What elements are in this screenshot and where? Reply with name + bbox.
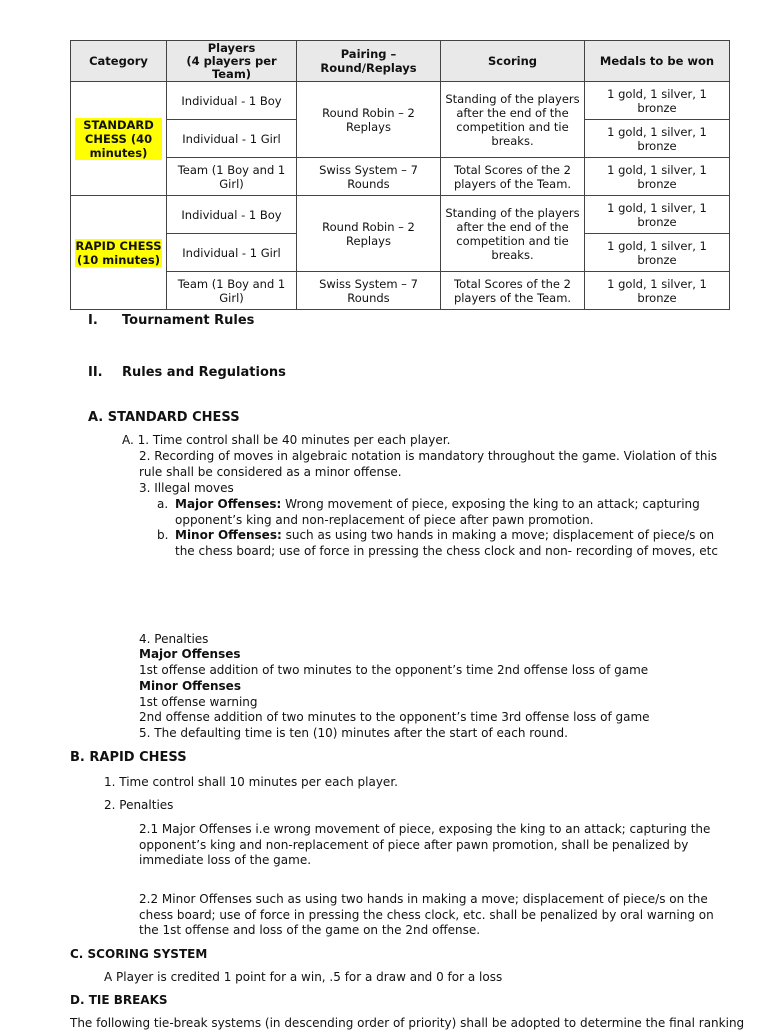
medals-table — [70, 40, 730, 310]
heading-tournament-rules: Tournament Rules — [122, 313, 255, 328]
scoring-cell: Total Scores of the 2 players of the Team. — [441, 158, 585, 196]
players-cell: Individual - 1 Girl — [167, 234, 297, 272]
table-row — [71, 196, 730, 234]
heading-scoring-system: C. SCORING SYSTEM — [70, 947, 208, 961]
category-rapid-label: RAPID CHESS (10 minutes) — [75, 238, 162, 267]
rapid-item-2: 2. Penalties — [104, 798, 174, 812]
heading-standard-chess: A. STANDARD CHESS — [88, 410, 240, 425]
standard-item-5: 5. The defaulting time is ten (10) minutes after the start of each round. — [139, 726, 568, 740]
minor-offenses-penalty-1: 1st offense warning — [139, 695, 258, 709]
table-row — [71, 158, 730, 196]
scoring-cell: Standing of the players after the end of the competition and tie breaks. — [441, 196, 585, 272]
table-header-row — [71, 41, 730, 82]
category-standard — [71, 82, 167, 196]
header-category: Category — [71, 41, 167, 82]
heading-tournament-rules-number: I. — [88, 313, 98, 328]
category-rapid — [71, 196, 167, 310]
scoring-system-text: A Player is credited 1 point for a win, .5 for a draw and 0 for a loss — [104, 970, 503, 984]
medals-cell: 1 gold, 1 silver, 1 bronze — [585, 272, 730, 310]
sub-item-a-marker: a. — [157, 497, 169, 511]
minor-offenses-label: Minor Offenses: — [175, 528, 282, 542]
players-cell: Team (1 Boy and 1 Girl) — [167, 158, 297, 196]
medals-cell: 1 gold, 1 silver, 1 bronze — [585, 234, 730, 272]
rapid-item-1: 1. Time control shall 10 minutes per each player. — [104, 775, 398, 789]
minor-offenses-penalty-2: 2nd offense addition of two minutes to the opponent’s time 3rd offense loss of game — [139, 710, 650, 724]
players-cell: Individual - 1 Boy — [167, 196, 297, 234]
players-cell: Individual - 1 Girl — [167, 120, 297, 158]
minor-offenses-text: such as using two hands in making a move; displacement of piece/s on the chess board; use of force in pressing the chess clock and non- recording of moves, etc — [175, 528, 718, 558]
major-offenses-heading: Major Offenses — [139, 647, 241, 661]
sub-item-b — [175, 528, 731, 559]
table-row — [71, 82, 730, 120]
header-medals: Medals to be won — [585, 41, 730, 82]
tie-breaks-text: The following tie-break systems (in descending order of priority) shall be adopted to determine the final ranking — [70, 1016, 745, 1030]
players-cell: Team (1 Boy and 1 Girl) — [167, 272, 297, 310]
medals-cell: 1 gold, 1 silver, 1 bronze — [585, 120, 730, 158]
rapid-item-2-2: 2.2 Minor Offenses such as using two hands in making a move; displacement of piece/s on the chess board; use of force in pressing the chess clock, etc. shall be penalized by oral warning on the 1st offense and loss of the game on the 2nd offense. — [139, 892, 714, 937]
header-scoring: Scoring — [441, 41, 585, 82]
major-offenses-penalty: 1st offense addition of two minutes to the opponent’s time 2nd offense loss of game — [139, 663, 649, 677]
heading-tie-breaks: D. TIE BREAKS — [70, 993, 168, 1007]
header-pairing: Pairing – Round/Replays — [297, 41, 441, 82]
scoring-cell: Total Scores of the 2 players of the Team. — [441, 272, 585, 310]
medals-cell: 1 gold, 1 silver, 1 bronze — [585, 158, 730, 196]
players-cell: Individual - 1 Boy — [167, 82, 297, 120]
standard-item-3: 3. Illegal moves — [139, 481, 234, 495]
standard-item-4: 4. Penalties — [139, 632, 209, 646]
pairing-cell: Swiss System – 7 Rounds — [297, 158, 441, 196]
scoring-cell: Standing of the players after the end of the competition and tie breaks. — [441, 82, 585, 158]
heading-rules-regulations-number: II. — [88, 365, 103, 380]
table-row — [71, 272, 730, 310]
sub-item-a — [175, 497, 731, 528]
major-offenses-text: Wrong movement of piece, exposing the king to an attack; capturing opponent’s king and non-replacement of piece after pawn promotion. — [175, 497, 700, 527]
standard-item-2: 2. Recording of moves in algebraic notation is mandatory throughout the game. Violation of this rule shall be considered as a minor offense. — [139, 449, 718, 479]
category-standard-label: STANDARD CHESS (40 minutes) — [75, 118, 162, 160]
major-offenses-label: Major Offenses: — [175, 497, 282, 511]
medals-cell: 1 gold, 1 silver, 1 bronze — [585, 82, 730, 120]
pairing-cell: Round Robin – 2 Replays — [297, 82, 441, 158]
sub-item-b-marker: b. — [157, 528, 169, 542]
rapid-item-2-1: 2.1 Major Offenses i.e wrong movement of piece, exposing the king to an attack; capturing the opponent’s king and non-replacement of piece after pawn promotion, shall be penalized by immediate loss of the game. — [139, 822, 711, 867]
pairing-cell: Swiss System – 7 Rounds — [297, 272, 441, 310]
minor-offenses-heading: Minor Offenses — [139, 679, 241, 693]
pairing-cell: Round Robin – 2 Replays — [297, 196, 441, 272]
heading-rules-regulations: Rules and Regulations — [122, 365, 286, 380]
heading-rapid-chess: B. RAPID CHESS — [70, 750, 187, 765]
header-players: Players (4 players per Team) — [167, 41, 297, 82]
standard-item-1: A. 1. Time control shall be 40 minutes per each player. — [122, 433, 451, 447]
medals-cell: 1 gold, 1 silver, 1 bronze — [585, 196, 730, 234]
